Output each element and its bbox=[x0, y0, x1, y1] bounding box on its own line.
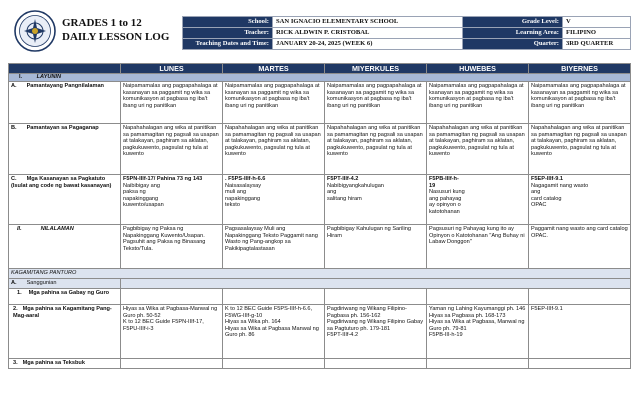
kasanayan-monday bbox=[121, 175, 223, 225]
title-line-2: DAILY LESSON LOG bbox=[62, 31, 170, 43]
competency-code: F5PT-IIIf-4.2 bbox=[327, 176, 359, 182]
row-label: Mga pahina sa Teksbuk bbox=[22, 360, 85, 366]
header-info-table bbox=[182, 16, 631, 50]
competency-line: paksa ng bbox=[123, 189, 146, 196]
mag-aaral-thursday: Yaman ng Lahing Kayumanggi ph. 146 Hiyas sa Pagbasa ph. 168-173 Hiyas sa Wika at Pagbasa, Manwal ng Guro ph. 79-81 F5PB-III-h-19 bbox=[427, 305, 529, 359]
mga-kasanayan-label-cell bbox=[9, 175, 121, 225]
competency-line: napakinggang bbox=[225, 195, 261, 202]
competency-line: OPAC bbox=[531, 202, 547, 209]
competency-line: salitang hiram bbox=[327, 195, 362, 202]
competency-line: ang bbox=[531, 189, 541, 196]
deped-seal-logo bbox=[14, 10, 56, 52]
pamantayan-pagganap-label-cell bbox=[9, 124, 121, 175]
row-num: 2. bbox=[13, 306, 18, 312]
row-num: 3. bbox=[13, 360, 18, 366]
competency-line: ay opinyon o bbox=[429, 202, 461, 209]
nilalaman-label-cell bbox=[9, 225, 121, 269]
grade-level-value: V bbox=[563, 17, 631, 28]
mag-aaral-monday: Hiyas sa Wika at Pagbasa-Manwal ng Guro ph. 50-52 K to 12 BEC Guide F5PN-IIIf-17, F5PU-IIIf-i-3 bbox=[121, 305, 223, 359]
nilalaman-monday: Pagbibigay ng Paksa ng Napakinggang Kuwento/Usapan. Pagsuhit ang Paksa ng Binasang Teksto/Tula. bbox=[121, 225, 223, 269]
kasanayan-tuesday bbox=[223, 175, 325, 225]
competency-line: ang pahayag bbox=[429, 195, 462, 202]
teacher-label: Teacher: bbox=[183, 28, 273, 39]
competency-line: Naibibigay ang bbox=[123, 182, 161, 189]
kasanayan-thursday bbox=[427, 175, 529, 225]
row-label: Pamantayan sa Pagaganap bbox=[26, 125, 99, 131]
row-label: Mga pahina sa Gabay ng Guro bbox=[28, 290, 110, 296]
sanggunian-label-cell bbox=[9, 279, 121, 289]
school-label: School: bbox=[183, 17, 273, 28]
kasanayan-friday bbox=[529, 175, 631, 225]
competency-line: kuwento/usapan bbox=[123, 202, 164, 209]
pagganap-monday: Napahahalagan ang wika at panitikan sa pamamagitan ng pagsali sa usapan at talakayan, paghiram sa aklatan, pagkukuwento, pagsulat ng tula at kuwento bbox=[121, 124, 223, 175]
competency-code: F5PB-IIIf-h- bbox=[429, 176, 459, 182]
row-label: NILALAMAN bbox=[40, 226, 74, 232]
row-label: Pamantayang Pangnilalaman bbox=[26, 83, 104, 89]
pagganap-friday: Napahahalagan ang wika at panitikan sa pamamagitan ng pagsali sa usapan at talakayan, paghiram sa aklatan, pagkukuwento, pagsulat ng tula at kuwento bbox=[529, 124, 631, 175]
competency-line: Naisasalaysay bbox=[225, 182, 262, 189]
kagamitang-mag-aaral-label-cell bbox=[9, 305, 121, 359]
pangnilalaman-tuesday: Naipamamalas ang pagpapahalaga at ksanayan sa paggamit ng wika sa komunikasyon at pagbasa ng iba't ibang uri ng panitikan bbox=[223, 82, 325, 124]
gabay-guro-label-cell bbox=[9, 289, 121, 305]
teksbuk-thursday bbox=[427, 359, 529, 369]
teksbuk-tuesday bbox=[223, 359, 325, 369]
teksbuk-row bbox=[9, 359, 631, 369]
daily-lesson-log-page bbox=[8, 8, 630, 366]
row-num: A. bbox=[11, 280, 17, 286]
teaching-dates-value: JANUARY 20-24, 2025 (WEEK 6) bbox=[273, 39, 463, 50]
gabay-guro-tuesday bbox=[223, 289, 325, 305]
school-value: SAN IGNACIO ELEMENTARY SCHOOL bbox=[273, 17, 463, 28]
sanggunian-row bbox=[9, 279, 631, 289]
nilalaman-tuesday: Pagsasalaysay Muli ang Napakinggang Teksto Paggamit nang Wasto ng Pang-angkop sa Pakikipagtalastasan bbox=[223, 225, 325, 269]
day-header-monday: LUNES bbox=[121, 64, 223, 74]
competency-line: 19 bbox=[429, 182, 436, 189]
pangnilalaman-friday: Naipamamalas ang pagpapahalaga at kasanayan sa paggamit ng wika sa komunikasyon at pagbasa ng iba't ibang uri ng panitikan bbox=[529, 82, 631, 124]
pangnilalaman-monday: Naipamamalas ang pagpapahalaga at kasanayan sa paggamit ng wika sa komunikasyon at pagbasa ng iba't ibang uri ng panitikan bbox=[121, 82, 223, 124]
kagamitang-panturo-heading bbox=[9, 269, 631, 279]
pagganap-thursday: Napahahalagan ang wika at panitikan sa pamamagitan ng pagsali sa usapan at talakayan, paghiram sa aklatan, pagkukuwento, pagsulat ng tula at kuwento bbox=[427, 124, 529, 175]
row-num: C. bbox=[11, 176, 17, 182]
pagganap-tuesday: Napahahalagan ang wika at panitikan sa pamamagitan ng pagsali sa usapan at talakayan, paghiram sa aklatan, pagkukuwento, pagsulat ng tula at kuwento bbox=[223, 124, 325, 175]
row-num: A. bbox=[11, 83, 17, 89]
header bbox=[8, 8, 630, 58]
gabay-guro-wednesday bbox=[325, 289, 427, 305]
pangnilalaman-thursday: Naipamamalas ang pagpapahalaga at ksanayan sa paggamit ng wika sa komunikasyon at pagbasa ng iba't ibang uri ng panitikan bbox=[427, 82, 529, 124]
day-header-friday: BIYERNES bbox=[529, 64, 631, 74]
competency-code: F5EP-IIIf-9.1 bbox=[531, 176, 564, 182]
teksbuk-label-cell bbox=[9, 359, 121, 369]
title-block bbox=[62, 16, 180, 44]
mga-kasanayan-row bbox=[9, 175, 631, 225]
kagamitang-panturo-row bbox=[9, 269, 631, 279]
gabay-guro-monday bbox=[121, 289, 223, 305]
layunin-label: LAYUNIN bbox=[36, 74, 62, 80]
teacher-value: RICK ALDWIN P. CRISTOBAL bbox=[273, 28, 463, 39]
competency-line: Nasusuri kung bbox=[429, 189, 465, 196]
pamantayan-pagganap-row bbox=[9, 124, 631, 175]
day-header-tuesday: MARTES bbox=[223, 64, 325, 74]
day-header-wednesday: MIYERKULES bbox=[325, 64, 427, 74]
competency-code: F5PN-IIIf-17/ Pahina 73 ng 143 bbox=[123, 176, 203, 182]
layunin-num: I. bbox=[19, 74, 23, 80]
gabay-guro-friday bbox=[529, 289, 631, 305]
day-header-blank bbox=[9, 64, 121, 74]
row-label: Mga pahina sa Kagamitang Pang-Mag-aaral bbox=[13, 306, 112, 319]
row-label: Mga Kasanayan sa Pagkatuto (Isulat ang code ng bawat kasanayan) bbox=[11, 176, 112, 189]
competency-line: Nabibigyangkahulugan bbox=[327, 182, 384, 189]
row-num: B. bbox=[11, 125, 17, 131]
quarter-label: Quarter: bbox=[463, 39, 563, 50]
competency-line: Nagagamit nang wasto bbox=[531, 182, 589, 189]
row-label: Sanggunian bbox=[26, 280, 57, 286]
mag-aaral-tuesday: K to 12 BEC Guide F5PS-IIIf-h-6.6, F5WG-IIIf-g-10 Hiyas sa Wika ph. 164 Hiyas sa Wika at Pagbasa Manwal ng Guro ph. 86 bbox=[223, 305, 325, 359]
competency-line: ang bbox=[327, 189, 337, 196]
lesson-log-table bbox=[8, 63, 631, 369]
competency-line: napakinggang bbox=[123, 195, 159, 202]
pangnilalaman-wednesday: Naipamamalas ang pagpapahalaga at kasanayan sa paggamit ng wika sa komunikasyon at pagbasa ng iba't ibang uri ng panitikan bbox=[325, 82, 427, 124]
day-header-row bbox=[9, 64, 631, 74]
title-line-1: GRADES 1 to 12 bbox=[62, 17, 142, 29]
learning-area-label: Learning Area: bbox=[463, 28, 563, 39]
nilalaman-row bbox=[9, 225, 631, 269]
teksbuk-monday bbox=[121, 359, 223, 369]
gabay-guro-thursday bbox=[427, 289, 529, 305]
competency-line: katotohanan bbox=[429, 208, 460, 215]
competency-line: muli ang bbox=[225, 189, 247, 196]
sanggunian-empty-cell bbox=[121, 279, 631, 289]
nilalaman-thursday: Pagsusuri ng Pahayag kung ito ay Opinyon o Katotohanan "Ang Buhay ni Labaw Donggon" bbox=[427, 225, 529, 269]
competency-code: . F5PS-IIIf-h-6.6 bbox=[225, 176, 266, 182]
row-num: 1. bbox=[17, 290, 22, 296]
layunin-heading bbox=[9, 74, 631, 82]
row-num: II. bbox=[17, 226, 22, 232]
layunin-row bbox=[9, 74, 631, 82]
kagamitang-mag-aaral-row bbox=[9, 305, 631, 359]
grade-level-label: Grade Level: bbox=[463, 17, 563, 28]
pamantayang-pangnilalaman-row bbox=[9, 82, 631, 124]
competency-line: teksto bbox=[225, 202, 240, 209]
gabay-guro-row bbox=[9, 289, 631, 305]
mag-aaral-friday: F5EP-IIIf-9.1 bbox=[529, 305, 631, 359]
competency-line: card catalog bbox=[531, 195, 562, 202]
teksbuk-wednesday bbox=[325, 359, 427, 369]
kasanayan-wednesday bbox=[325, 175, 427, 225]
pagganap-wednesday: Napahahalagan ang wika at panitikan sa pamamagitan ng pagsali sa usapan at talakayan, paghiram sa aklatan, pagkukuwento, pagsulat ng tula at kuwento bbox=[325, 124, 427, 175]
teksbuk-friday bbox=[529, 359, 631, 369]
day-header-thursday: HUWEBES bbox=[427, 64, 529, 74]
teaching-dates-label: Teaching Dates and Time: bbox=[183, 39, 273, 50]
learning-area-value: FILIPINO bbox=[563, 28, 631, 39]
pamantayang-pangnilalaman-label-cell bbox=[9, 82, 121, 124]
quarter-value: 3RD QUARTER bbox=[563, 39, 631, 50]
nilalaman-wednesday: Pagbibigay Kahulugan ng Sariling Hiram bbox=[325, 225, 427, 269]
nilalaman-friday: Paggamit nang wasto ang card catalog OPAC. bbox=[529, 225, 631, 269]
kagamitang-panturo-label: KAGAMITANG PANTURO bbox=[11, 270, 77, 276]
mag-aaral-wednesday: Pagdiriwang ng Wikang Filipino-Pagbasa ph. 156-162 Pagdiriwang ng Wikang Filipino Gabay sa Pagtuturo ph. 179-181 F5PT-IIIf-4.2 bbox=[325, 305, 427, 359]
